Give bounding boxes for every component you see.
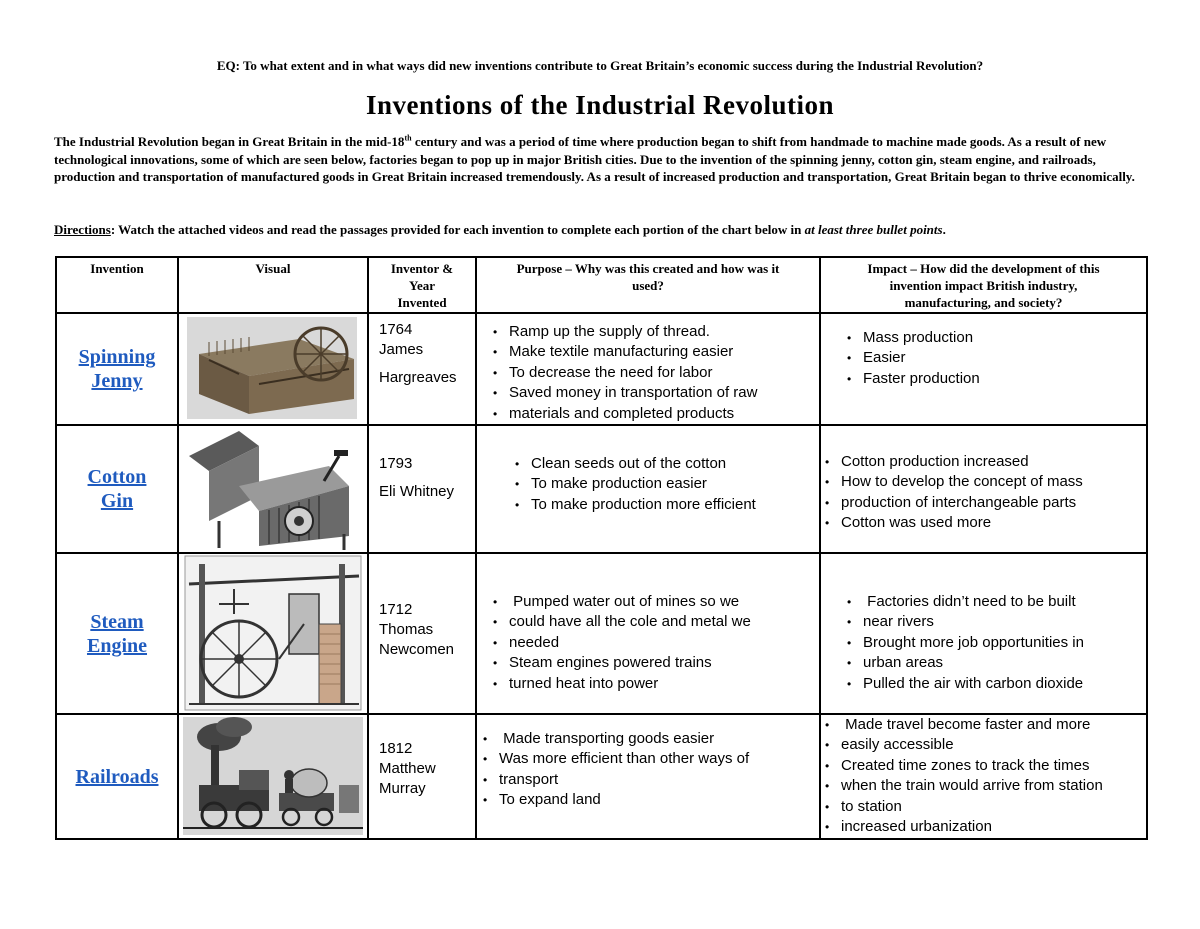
inventor-year: 1712 [379, 601, 413, 619]
list-item: • Easier [845, 348, 1146, 368]
cotton-gin-image [179, 426, 367, 552]
list-item-continuation: • urban areas [845, 653, 1146, 673]
list-item: • To make production easier [513, 474, 819, 494]
inventor-name: Matthew [379, 760, 436, 778]
inventor-name: Newcomen [379, 641, 455, 659]
header-inventor-line: Invented [397, 295, 447, 310]
list-item-continuation: • when the train would arrive from station [823, 776, 1146, 796]
railroads-link[interactable]: Railroads [75, 765, 159, 788]
invention-cell [56, 425, 178, 553]
header-purpose [476, 257, 820, 313]
header-purpose-line: used? [632, 278, 664, 293]
header-impact-line: Impact – How did the development of this [867, 261, 1100, 276]
visual-cell [178, 425, 368, 553]
visual-cell [178, 313, 368, 425]
intro-text-start: The Industrial Revolution began in Great Britain in the mid-18 [54, 134, 405, 149]
directions-end: . [942, 222, 946, 237]
list-item: • Mass production [845, 328, 1146, 348]
impact-list [823, 452, 1146, 534]
steam-engine-image [179, 554, 367, 712]
table-row [56, 425, 1147, 553]
purpose-cell [476, 553, 820, 714]
purpose-list [513, 454, 819, 515]
list-item-continuation: • easily accessible [823, 735, 1146, 755]
intro-superscript: th [404, 133, 412, 143]
header-invention: Invention [56, 257, 178, 313]
list-item: • Cotton production increased [823, 452, 1146, 472]
list-item: • Made travel become faster and more [823, 715, 1146, 735]
invention-cell [56, 714, 178, 839]
list-item: • How to develop the concept of mass [823, 472, 1146, 492]
list-item: • Saved money in transportation of raw [491, 383, 819, 403]
list-item-continuation: • could have all the cole and metal we [491, 612, 819, 632]
spinning-jenny-link[interactable]: Spinning Jenny [78, 346, 156, 393]
list-item-continuation: • needed [491, 633, 819, 653]
purpose-list [491, 592, 819, 694]
directions-emphasis: at least three bullet points [804, 222, 943, 237]
inventor-name: James [379, 341, 424, 358]
purpose-cell [476, 313, 820, 425]
impact-cell [820, 714, 1147, 839]
list-item-continuation: • to station [823, 797, 1146, 817]
visual-cell [178, 714, 368, 839]
list-item: • Pulled the air with carbon dioxide [845, 674, 1146, 694]
list-item: • Factories didn’t need to be built [845, 592, 1146, 612]
directions-text: : Watch the attached videos and read the passages provided for each invention to complete each portion of the chart below in [110, 222, 805, 237]
purpose-cell [476, 425, 820, 553]
inventor-name: Eli Whitney [379, 483, 455, 501]
list-item-continuation: • materials and completed products [491, 404, 819, 424]
list-item: • Cotton was used more [823, 513, 1146, 533]
impact-list [845, 328, 1146, 389]
intro-paragraph [54, 133, 1148, 186]
intro-text-rest: century and was a period of time where production began to shift from handmade to machine made goods. As a result of new technological innovations, some of which are seen below, factories began to pop up in major British cities. Due to the invention of the spinning jenny, cotton gin, steam engine, and railroads, production and transportation of manufactured goods in Great Britain increased tremendously. As a result of increased production and transportation, Great Britain began to thrive economically. [54, 134, 1135, 184]
impact-cell [820, 553, 1147, 714]
header-impact [820, 257, 1147, 313]
inventions-chart [55, 256, 1148, 840]
list-item: • turned heat into power [491, 674, 819, 694]
list-item: • Clean seeds out of the cotton [513, 454, 819, 474]
header-inventor-line: Inventor & [390, 261, 454, 276]
list-item-continuation: • near rivers [845, 612, 1146, 632]
header-purpose-line: Purpose – Why was this created and how was it [516, 261, 780, 276]
cotton-gin-link[interactable]: Cotton Gin [87, 466, 147, 513]
impact-cell [820, 313, 1147, 425]
header-impact-line: manufacturing, and society? [904, 295, 1063, 310]
inventor-cell [368, 714, 476, 839]
directions [54, 222, 1148, 238]
inventor-name: Murray [379, 780, 426, 798]
header-visual: Visual [178, 257, 368, 313]
list-item: • Was more efficient than other ways of [481, 749, 819, 769]
list-item: • increased urbanization [823, 817, 1146, 837]
list-item: • Brought more job opportunities in [845, 633, 1146, 653]
list-item: • Faster production [845, 369, 1146, 389]
list-item: • Make textile manufacturing easier [491, 342, 819, 362]
inventor-name: Hargreaves [379, 369, 457, 386]
purpose-list [491, 322, 819, 424]
impact-list [845, 592, 1146, 694]
header-impact-line: invention impact British industry, [889, 278, 1078, 293]
list-item-continuation: • transport [481, 770, 819, 790]
list-item-continuation: • production of interchangeable parts [823, 493, 1146, 513]
list-item: • Ramp up the supply of thread. [491, 322, 819, 342]
inventor-cell [368, 425, 476, 553]
steam-engine-link[interactable]: Steam Engine [86, 610, 148, 657]
railroads-image [179, 715, 367, 837]
inventor-name: Thomas [379, 621, 434, 639]
list-item: • Made transporting goods easier [481, 729, 819, 749]
impact-list [823, 715, 1146, 837]
table-row [56, 553, 1147, 714]
spinning-jenny-image [179, 314, 367, 422]
list-item: • Steam engines powered trains [491, 653, 819, 673]
invention-cell [56, 313, 178, 425]
directions-label: Directions [54, 222, 111, 237]
inventor-year: 1764 [379, 321, 413, 338]
list-item: • To decrease the need for labor [491, 363, 819, 383]
table-row [56, 714, 1147, 839]
purpose-cell [476, 714, 820, 839]
inventor-cell [368, 553, 476, 714]
list-item: • Pumped water out of mines so we [491, 592, 819, 612]
invention-cell [56, 553, 178, 714]
inventor-cell [368, 313, 476, 425]
purpose-list [481, 729, 819, 811]
impact-cell [820, 425, 1147, 553]
header-row [56, 257, 1147, 313]
page-title: Inventions of the Industrial Revolution [365, 90, 835, 120]
list-item: • Created time zones to track the times [823, 756, 1146, 776]
inventor-year: 1812 [379, 740, 413, 758]
essential-question: EQ: To what extent and in what ways did new inventions contribute to Great Britain’s economic success during the Industrial Revolution? [216, 58, 984, 73]
header-inventor [368, 257, 476, 313]
inventor-year: 1793 [379, 455, 413, 473]
list-item: • To expand land [481, 790, 819, 810]
list-item: • To make production more efficient [513, 495, 819, 515]
header-inventor-line: Year [409, 278, 435, 293]
visual-cell [178, 553, 368, 714]
table-row [56, 313, 1147, 425]
